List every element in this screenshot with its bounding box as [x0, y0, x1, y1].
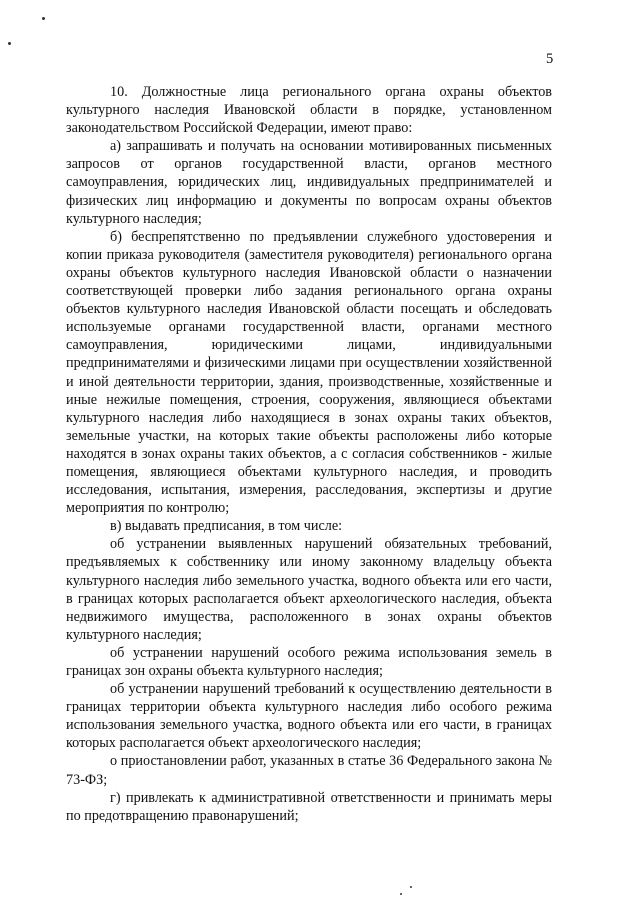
paragraph-10-intro: 10. Должностные лица регионального органа охраны объектов культурного наследия Ивановской области в порядке, установленном законодательством Российской Федерации, имеют право: [66, 84, 552, 137]
document-body [66, 83, 552, 825]
scan-speck [410, 886, 412, 888]
paragraph-g: г) привлекать к административной ответственности и принимать меры по предотвращению правонарушений; [66, 789, 552, 824]
paragraph-b: б) беспрепятственно по предъявлении служебного удостоверения и копии приказа руководителя (заместителя руководителя) регионального органа охраны объектов культурного наследия Ивановской области о назначении соответствующей проверки либо задания регионального органа охраны объектов культурного наследия Ивановской области посещать и обследовать используемые органами государственной власти, органами местного самоуправления, юридическими лицами, индивидуальными предпринимателями и физическими лицами при осуществлении хозяйственной и иной деятельности территории, здания, производственные, хозяйственные и иные нежилые помещения, строения, сооружения, являющиеся объектами культурного наследия либо находящиеся в зонах охраны таких объектов, земельные участки, на которых такие объекты расположены либо которые находятся в зонах охраны таких объектов, а с согласия собственников - жилые помещения, являющиеся объектами культурного наследия, и проводить исследования, испытания, измерения, расследования, экспертизы и другие мероприятия по контролю; [66, 228, 552, 517]
paragraph-v-item-4: о приостановлении работ, указанных в статье 36 Федерального закона № 73-ФЗ; [66, 753, 552, 788]
paragraph-a: а) запрашивать и получать на основании мотивированных письменных запросов от органов государственной власти, органов местного самоуправления, юридических лиц, индивидуальных предпринимателей и физических лиц информацию и документы по вопросам охраны объектов культурного наследия; [66, 138, 552, 227]
scan-speck [8, 42, 11, 45]
page-number: 5 [546, 51, 554, 67]
paragraph-v: в) выдавать предписания, в том числе: [110, 518, 343, 535]
scan-speck [42, 17, 45, 20]
scan-speck [400, 893, 402, 895]
paragraph-v-item-1: об устранении выявленных нарушений обязательных требований, предъявляемых к собственнику или иному законному владельцу объекта культурного наследия либо земельного участка, водного объекта или его части, в границах которых располагается объект археологического наследия, объекта недвижимого имущества, расположенного в зонах охраны объектов культурного наследия; [66, 536, 552, 643]
paragraph-v-item-2: об устранении нарушений особого режима использования земель в границах зон охраны объекта культурного наследия; [66, 644, 552, 679]
paragraph-v-item-3: об устранении нарушений требований к осуществлению деятельности в границах территории объекта культурного наследия либо особого режима использования земельного участка, водного объекта или его части, в границах которых располагается объект археологического наследия; [66, 681, 552, 752]
